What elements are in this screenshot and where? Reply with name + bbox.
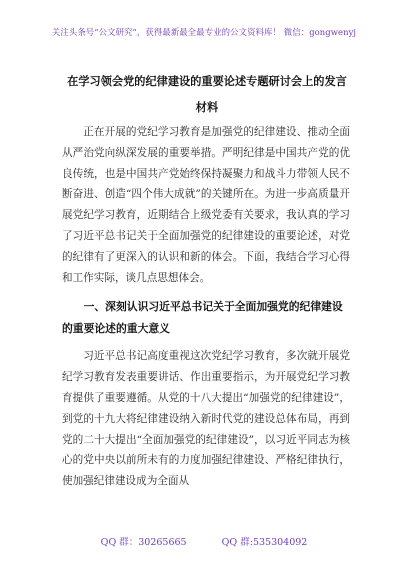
footer-qq-group-1: QQ 群：30265665	[100, 537, 187, 548]
footer-contact	[0, 534, 408, 548]
section-heading: 一、深刻认识习近平总书记关于全面加强党的纪律建设的重要论述的重大意义	[62, 300, 343, 336]
header-banner: 关注头条号“公文研究”，获得最新最全最专业的公文资料库！ 微信：gongwenyj	[51, 27, 357, 37]
body-paragraph: 习近平总书记高度重视这次党纪学习教育，多次就开展党纪学习教育发表重要讲话、作出重要指示，为开展党纪学习教育提供了重要遵循。从党的十八大提出“加强党的纪律建设”，到党的十九大将纪律建设纳入新时代党的建设总体布局，再到党的二十大提出“全面加强党的纪律建设”，以习近平同志为核心的党中央以前所未有的力度加强纪律建设、严格纪律执行，使加强纪律建设成为全面从	[62, 350, 350, 488]
document-title: 在学习领会党的纪律建设的重要论述专题研讨会上的发言材料	[67, 74, 347, 114]
footer-qq-group-2: QQ 群:535304092	[221, 537, 308, 548]
document-body	[62, 122, 350, 492]
body-paragraph: 正在开展的党纪学习教育是加强党的纪律建设、推动全面从严治党向纵深发展的重要举措。严明纪律是中国共产党的优良传统，也是中国共产党始终保持凝聚力和战斗力带领人民不断奋进、创造“四个伟大成就”的关键所在。为进一步高质量开展党纪学习教育，近期结合上级党委有关要求，我认真的学习了习近平总书记关于全面加强党的纪律建设的重要论述，对党的纪律有了更深入的认识和新的体会。下面，我结合学习心得和工作实际，谈几点思想体会。	[62, 126, 350, 284]
